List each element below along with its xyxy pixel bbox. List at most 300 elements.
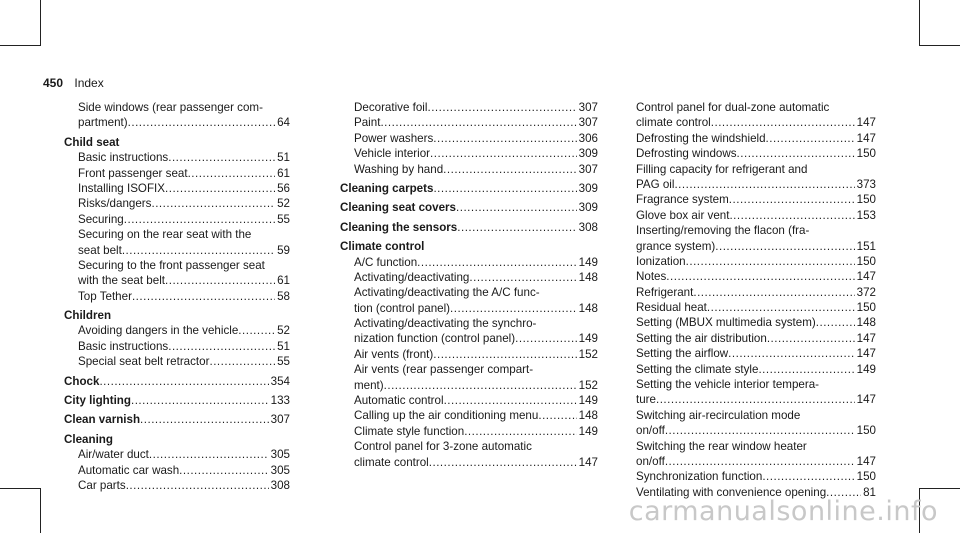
leader-dots <box>665 423 855 438</box>
page-ref: 147 <box>856 347 876 361</box>
entry-line <box>354 393 598 408</box>
watermark: carmanualsonline.info <box>628 496 938 527</box>
page-ref: 147 <box>856 270 876 284</box>
entry-line <box>636 208 876 223</box>
entry-line <box>636 146 876 161</box>
leader-dots <box>433 347 576 362</box>
crop-mark <box>40 0 41 46</box>
entry-line <box>636 454 876 469</box>
leader-dots <box>384 378 577 393</box>
index-entry <box>622 146 876 161</box>
index-entry <box>64 100 290 131</box>
page-ref: 150 <box>856 301 876 315</box>
entry-line <box>78 115 290 130</box>
leader-dots <box>168 150 275 165</box>
page-ref: 147 <box>856 131 876 145</box>
index-entry <box>340 255 598 270</box>
index-entry <box>622 300 876 315</box>
entry-label: Ionization <box>636 254 686 268</box>
section-title: Index <box>74 76 104 90</box>
page-ref: 150 <box>856 147 876 161</box>
index-entry <box>622 377 876 408</box>
entry-line <box>636 131 876 146</box>
entry-line <box>354 439 598 454</box>
entry-label: Cleaning carpets <box>340 181 434 195</box>
page-ref: 150 <box>856 470 876 484</box>
entry-label: Calling up the air conditioning menu <box>354 409 539 423</box>
page-ref: 133 <box>270 394 290 408</box>
entry-line <box>78 100 290 115</box>
index-entry <box>64 339 290 354</box>
entry-label: Air vents (front) <box>354 347 434 361</box>
entry-line <box>636 177 876 192</box>
entry-label: Avoiding dangers in the vehicle <box>78 324 239 338</box>
leader-dots <box>656 392 855 407</box>
leader-dots <box>132 289 275 304</box>
leader-dots <box>450 301 577 316</box>
index-heading: Child seat <box>64 135 120 149</box>
index-entry <box>622 285 876 300</box>
entry-label: Air vents (rear passenger compart- <box>354 363 534 377</box>
page-ref: 61 <box>277 274 290 288</box>
index-entry <box>622 131 876 146</box>
leader-dots <box>430 146 577 161</box>
leader-dots <box>140 412 269 427</box>
leader-dots <box>380 115 576 130</box>
entry-label: Filling capacity for refrigerant and <box>636 162 808 176</box>
entry-label: Control panel for 3-zone automatic <box>354 440 532 454</box>
entry-line <box>354 347 598 362</box>
leader-dots <box>433 181 576 196</box>
leader-dots <box>122 243 275 258</box>
leader-dots <box>538 408 576 423</box>
crop-mark <box>40 488 41 533</box>
entry-line <box>354 255 598 270</box>
index-entry <box>340 115 598 130</box>
page-ref: 56 <box>277 181 290 195</box>
entry-line <box>354 455 598 470</box>
entry-line <box>636 315 876 330</box>
entry-label: Automatic control <box>354 394 444 408</box>
page-ref: 148 <box>578 270 598 284</box>
entry-label: Setting the air distribution <box>636 331 767 345</box>
index-heading: Children <box>64 309 112 323</box>
entry-label: climate control <box>354 455 429 469</box>
entry-line <box>636 408 876 423</box>
index-heading-entry <box>64 412 290 427</box>
index-entry <box>64 166 290 181</box>
page-ref: 151 <box>856 239 876 253</box>
index-entry <box>64 463 290 478</box>
entry-label: Setting the vehicle interior tempera- <box>636 378 820 392</box>
page-ref: 372 <box>856 285 876 299</box>
entry-label: Setting (MBUX multimedia system) <box>636 316 816 330</box>
page-ref: 147 <box>856 454 876 468</box>
index-entry <box>622 469 876 484</box>
page-ref: 58 <box>277 289 290 303</box>
entry-label: Climate style function <box>354 424 465 438</box>
leader-dots <box>816 315 855 330</box>
entry-line <box>354 115 598 130</box>
leader-dots <box>444 393 577 408</box>
page-ref: 149 <box>578 394 598 408</box>
entry-label: Notes <box>636 270 667 284</box>
entry-line <box>78 478 290 493</box>
page-ref: 354 <box>270 374 290 388</box>
entry-label: Inserting/removing the flacon (fra- <box>636 224 810 238</box>
entry-label: ture <box>636 393 656 407</box>
entry-line <box>354 424 598 439</box>
leader-dots <box>168 339 275 354</box>
page-ref: 149 <box>578 255 598 269</box>
page-ref: 61 <box>277 166 290 180</box>
entry-line <box>636 439 876 454</box>
entry-label: Defrosting the windshield <box>636 131 766 145</box>
entry-label: Residual heat <box>636 301 707 315</box>
entry-line <box>636 239 876 254</box>
leader-dots <box>728 346 855 361</box>
entry-line <box>636 223 876 238</box>
entry-label: Paint <box>354 116 381 130</box>
entry-label: Defrosting windows <box>636 147 737 161</box>
page-ref: 147 <box>856 116 876 130</box>
page-ref: 149 <box>578 332 598 346</box>
index-entry <box>622 223 876 254</box>
index-entry <box>64 289 290 304</box>
entry-label: with the seat belt <box>78 274 166 288</box>
page-ref: 308 <box>578 220 598 234</box>
entry-label: City lighting <box>64 394 131 408</box>
entry-line <box>78 273 290 288</box>
page-ref: 64 <box>277 116 290 130</box>
entry-line <box>78 323 290 338</box>
entry-line <box>636 362 876 377</box>
entry-label: Automatic car wash <box>78 463 180 477</box>
entry-line <box>78 354 290 369</box>
index-entry <box>340 131 598 146</box>
entry-line <box>78 196 290 211</box>
entry-label: Activating/deactivating <box>354 270 470 284</box>
page-ref: 152 <box>578 378 598 392</box>
index-column-3 <box>622 100 876 500</box>
page-ref: 305 <box>270 463 290 477</box>
page-ref: 149 <box>578 424 598 438</box>
leader-dots <box>179 463 268 478</box>
leader-dots <box>464 424 576 439</box>
index-entry <box>64 150 290 165</box>
leader-dots <box>128 115 275 130</box>
entry-label: Risks/dangers <box>78 197 152 211</box>
entry-line <box>78 166 290 181</box>
entry-line <box>636 100 876 115</box>
entry-label: Activating/deactivating the synchro- <box>354 317 537 331</box>
entry-line <box>354 378 598 393</box>
page-ref: 305 <box>270 448 290 462</box>
index-entry <box>622 346 876 361</box>
page-ref: 147 <box>856 331 876 345</box>
entry-label: Cleaning seat covers <box>340 201 456 215</box>
index-heading-entry <box>64 393 290 408</box>
leader-dots <box>469 270 576 285</box>
entry-label: Decorative foil <box>354 101 428 114</box>
leader-dots <box>188 166 276 181</box>
entry-line <box>636 115 876 130</box>
entry-line <box>78 463 290 478</box>
entry-line <box>354 100 598 115</box>
page-ref: 148 <box>856 316 876 330</box>
index-entry <box>622 362 876 377</box>
entry-line <box>354 162 598 177</box>
entry-label: Securing <box>78 212 124 226</box>
leader-dots <box>766 131 855 146</box>
entry-label: Switching the rear window heater <box>636 439 807 453</box>
leader-dots <box>443 162 577 177</box>
entry-label: Securing on the rear seat with the <box>78 228 252 242</box>
index-heading: Climate control <box>340 240 425 254</box>
index-entry <box>64 227 290 258</box>
leader-dots <box>693 285 854 300</box>
entry-line <box>78 150 290 165</box>
index-heading-entry <box>340 200 598 215</box>
entry-line <box>636 423 876 438</box>
index-entry <box>64 181 290 196</box>
page-ref: 153 <box>856 208 876 222</box>
entry-line <box>636 331 876 346</box>
entry-line <box>636 377 876 392</box>
leader-dots <box>762 469 854 484</box>
leader-dots <box>729 192 855 207</box>
leader-dots <box>433 131 576 146</box>
entry-line <box>636 192 876 207</box>
entry-line <box>354 131 598 146</box>
entry-label: Cleaning the sensors <box>340 220 458 234</box>
entry-label: partment) <box>78 116 128 130</box>
entry-line <box>78 181 290 196</box>
entry-label: A/C function <box>354 255 418 269</box>
entry-label: Washing by hand <box>354 162 444 176</box>
index-column-2 <box>340 100 598 470</box>
leader-dots <box>209 354 275 369</box>
page-ref: 52 <box>277 324 290 338</box>
entry-line <box>78 243 290 258</box>
entry-line <box>636 162 876 177</box>
leader-dots <box>515 331 577 346</box>
entry-label: Control panel for dual-zone automatic <box>636 101 830 114</box>
page-ref: 309 <box>578 147 598 161</box>
page-ref: 307 <box>270 413 290 427</box>
page-ref: 55 <box>277 355 290 369</box>
leader-dots <box>457 220 576 235</box>
entry-line <box>78 289 290 304</box>
entry-label: nization function (control panel) <box>354 332 516 346</box>
index-entry <box>622 408 876 439</box>
index-entry <box>622 439 876 470</box>
leader-dots <box>737 146 855 161</box>
entry-line <box>78 227 290 242</box>
entry-line <box>354 285 598 300</box>
index-heading: Cleaning <box>64 432 113 446</box>
index-entry <box>340 270 598 285</box>
crop-mark <box>0 45 41 46</box>
crop-mark <box>0 488 41 489</box>
entry-label: Air/water duct <box>78 448 149 462</box>
entry-label: Securing to the front passenger seat <box>78 258 265 272</box>
page-ref: 59 <box>277 243 290 257</box>
page-ref: 51 <box>277 151 290 165</box>
index-entry <box>340 100 598 115</box>
page-ref: 307 <box>578 116 598 130</box>
index-entry <box>64 212 290 227</box>
index-heading-entry <box>64 374 290 389</box>
entry-line <box>636 254 876 269</box>
page-ref: 150 <box>856 254 876 268</box>
entry-label: Glove box air vent <box>636 208 730 222</box>
index-entry <box>622 100 876 131</box>
index-entry <box>622 254 876 269</box>
leader-dots <box>99 374 268 389</box>
entry-line <box>354 362 598 377</box>
index-entry <box>340 408 598 423</box>
crop-mark <box>919 488 960 489</box>
entry-line <box>354 316 598 331</box>
entry-label: Ventilating with convenience opening <box>636 485 827 499</box>
entry-line <box>78 258 290 273</box>
index-entry <box>340 316 598 347</box>
index-entry <box>340 146 598 161</box>
entry-label: Switching air-recirculation mode <box>636 408 801 422</box>
entry-label: Front passenger seat <box>78 166 188 180</box>
leader-dots <box>126 478 269 493</box>
index-entry <box>622 162 876 193</box>
leader-dots <box>417 255 577 270</box>
crop-mark <box>919 45 960 46</box>
index-entry <box>64 447 290 462</box>
leader-dots <box>429 455 577 470</box>
entry-line <box>636 346 876 361</box>
index-entry <box>622 269 876 284</box>
entry-line <box>354 270 598 285</box>
entry-label: climate control <box>636 116 711 130</box>
page-header <box>43 76 104 90</box>
entry-line <box>354 408 598 423</box>
entry-label: on/off <box>636 424 665 438</box>
entry-line <box>354 146 598 161</box>
page-ref: 148 <box>578 301 598 315</box>
leader-dots <box>238 323 275 338</box>
index-heading-entry <box>340 220 598 235</box>
index-entry <box>340 362 598 393</box>
leader-dots <box>729 208 854 223</box>
leader-dots <box>124 212 275 227</box>
entry-label: Side windows (rear passenger com- <box>78 101 263 114</box>
entry-line <box>636 392 876 407</box>
entry-line <box>636 300 876 315</box>
entry-label: Basic instructions <box>78 151 169 165</box>
index-entry <box>64 478 290 493</box>
page-ref: 147 <box>578 455 598 469</box>
index-entry <box>340 424 598 439</box>
page-ref: 52 <box>277 197 290 211</box>
index-heading-entry <box>340 181 598 196</box>
entry-label: seat belt <box>78 243 122 257</box>
leader-dots <box>715 239 854 254</box>
leader-dots <box>151 196 275 211</box>
index-entry <box>622 192 876 207</box>
page-ref: 306 <box>578 131 598 145</box>
leader-dots <box>165 181 275 196</box>
crop-mark <box>919 0 920 46</box>
page-ref: 309 <box>578 181 598 195</box>
page-ref: 81 <box>863 485 876 499</box>
index-column-1 <box>64 100 290 493</box>
index-entry <box>64 354 290 369</box>
page-ref: 308 <box>270 478 290 492</box>
page-ref: 307 <box>578 101 598 114</box>
leader-dots <box>149 447 269 462</box>
entry-label: Synchronization function <box>636 470 763 484</box>
index-entry <box>622 208 876 223</box>
index-entry <box>340 439 598 470</box>
entry-label: Special seat belt retractor <box>78 355 210 369</box>
page-ref: 147 <box>856 393 876 407</box>
leader-dots <box>666 269 854 284</box>
leader-dots <box>427 100 576 115</box>
index-entry <box>340 285 598 316</box>
entry-line <box>636 469 876 484</box>
page-ref: 55 <box>277 212 290 226</box>
index-entry <box>622 315 876 330</box>
leader-dots <box>456 200 577 215</box>
entry-line <box>636 269 876 284</box>
entry-line <box>354 301 598 316</box>
index-entry <box>64 323 290 338</box>
page-ref: 150 <box>856 193 876 207</box>
entry-label: Clean varnish <box>64 413 141 427</box>
page-ref: 150 <box>856 424 876 438</box>
entry-label: Installing ISOFIX <box>78 181 165 195</box>
index-entry <box>340 347 598 362</box>
leader-dots <box>711 115 855 130</box>
entry-line <box>78 212 290 227</box>
entry-label: PAG oil <box>636 177 675 191</box>
index-entry <box>340 162 598 177</box>
page-ref: 51 <box>277 339 290 353</box>
entry-line <box>354 331 598 346</box>
page-ref: 152 <box>578 347 598 361</box>
entry-label: tion (control panel) <box>354 301 451 315</box>
page-ref: 307 <box>578 162 598 176</box>
leader-dots <box>665 454 855 469</box>
entry-label: Setting the airflow <box>636 347 729 361</box>
page-ref: 309 <box>578 201 598 215</box>
page-ref: 149 <box>856 362 876 376</box>
entry-label: Fragrance system <box>636 193 729 207</box>
entry-label: Basic instructions <box>78 339 169 353</box>
leader-dots <box>165 273 275 288</box>
index-entry <box>340 393 598 408</box>
entry-label: ment) <box>354 378 384 392</box>
entry-label: grance system) <box>636 239 716 253</box>
entry-label: Setting the climate style <box>636 362 759 376</box>
leader-dots <box>707 300 855 315</box>
leader-dots <box>131 393 269 408</box>
page-number: 450 <box>43 76 64 90</box>
entry-line <box>78 447 290 462</box>
leader-dots <box>758 362 854 377</box>
entry-label: Refrigerant <box>636 285 694 299</box>
index-entry <box>622 331 876 346</box>
index-entry <box>64 258 290 289</box>
